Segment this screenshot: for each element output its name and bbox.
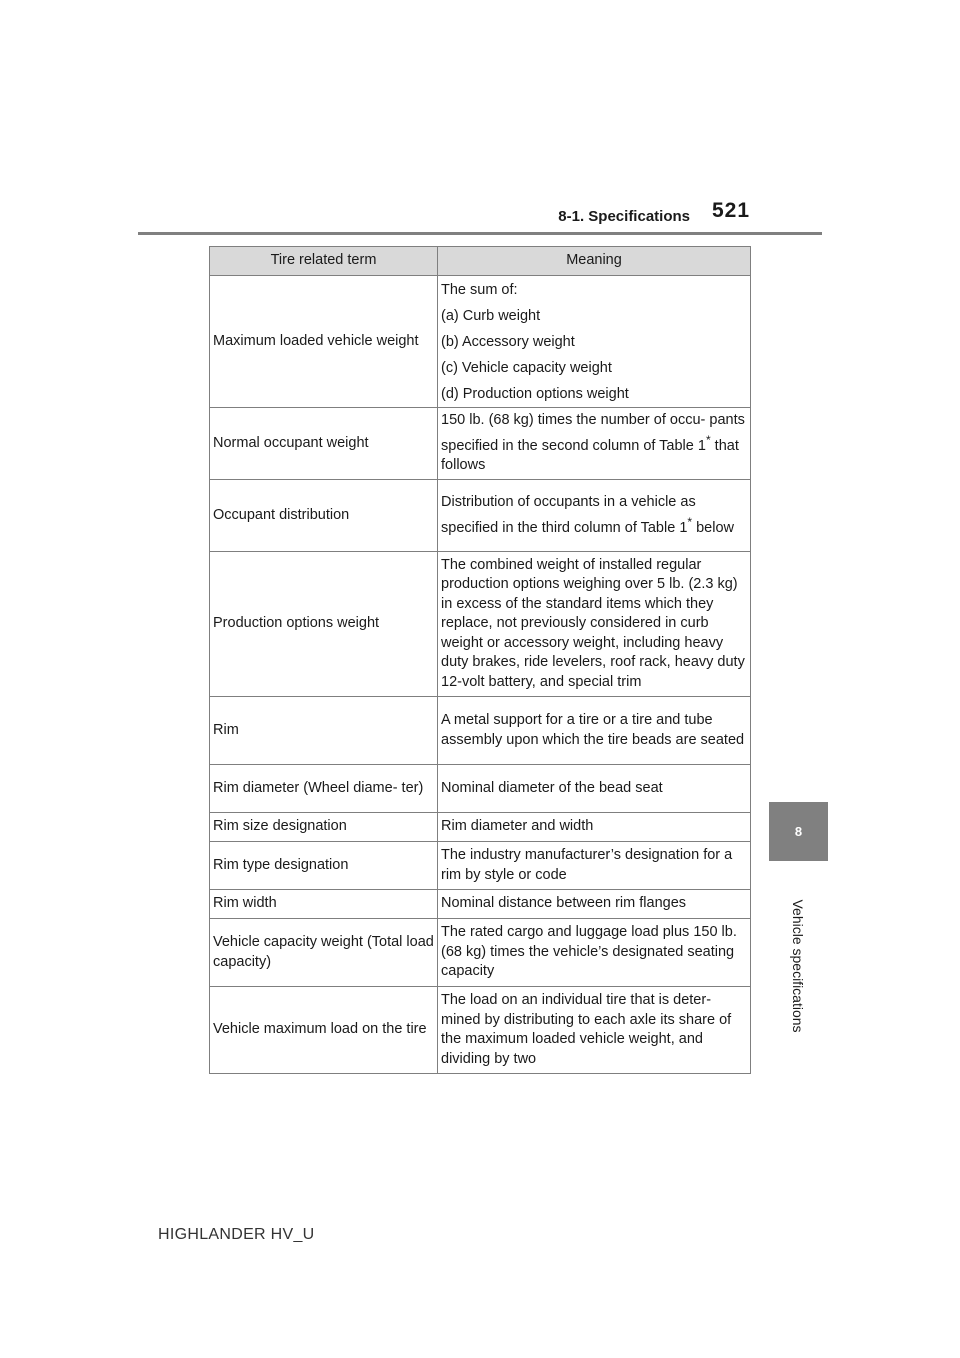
meaning-cell: The combined weight of installed regular production options weighing over 5 lb. (2.3 kg) in excess of the standard items which they replace, not previously considered in curb weight or accessory weight, including heavy duty brakes, ride levelers, roof rack, heavy duty 12-volt battery, and special trim	[438, 552, 751, 697]
chapter-tab[interactable]	[769, 802, 828, 861]
meaning-list-item: (b) Accessory weight	[441, 333, 575, 350]
meaning-cell	[438, 480, 751, 552]
meaning-cell	[438, 276, 751, 408]
term-cell: Rim width	[210, 890, 438, 919]
column-header-meaning: Meaning	[438, 247, 751, 276]
table-row	[210, 552, 751, 697]
term-cell: Rim diameter (Wheel diame- ter)	[210, 765, 438, 813]
meaning-text: below	[692, 519, 735, 536]
meaning-list-item: (c) Vehicle capacity weight	[441, 359, 612, 376]
meaning-text: 150 lb. (68 kg) times the number of occu- pants specified in the second column of Table 1	[441, 412, 745, 454]
term-cell: Occupant distribution	[210, 480, 438, 552]
meaning-cell: A metal support for a tire or a tire and tube assembly upon which the tire beads are seated	[438, 697, 751, 765]
table-row	[210, 813, 751, 842]
column-header-term: Tire related term	[210, 247, 438, 276]
header-rule	[138, 232, 822, 235]
section-heading: 8-1. Specifications	[558, 208, 690, 225]
term-cell: Rim	[210, 697, 438, 765]
meaning-list-item: (d) Production options weight	[441, 385, 629, 402]
footnote-mark: *	[687, 514, 693, 529]
meaning-cell: Rim diameter and width	[438, 813, 751, 842]
meaning-cell: The load on an individual tire that is deter- mined by distributing to each axle its share of the maximum loaded vehicle weight, and dividing by two	[438, 987, 751, 1074]
footer-model-name: HIGHLANDER HV_U	[158, 1226, 315, 1243]
table-header-row	[210, 247, 751, 276]
table-row	[210, 987, 751, 1074]
page-number: 521	[712, 199, 751, 222]
footnote-mark: *	[705, 432, 711, 447]
meaning-cell: The industry manufacturer’s designation for a rim by style or code	[438, 842, 751, 890]
meaning-text: Distribution of occupants in a vehicle as specified in the third column of Table 1	[441, 494, 696, 536]
chapter-number: 8	[794, 824, 803, 839]
meaning-text: that follows	[441, 437, 739, 474]
table-row	[210, 842, 751, 890]
term-cell: Normal occupant weight	[210, 408, 438, 480]
chapter-title: Vehicle specifications	[790, 899, 806, 1033]
term-cell: Maximum loaded vehicle weight	[210, 276, 438, 408]
table-row	[210, 890, 751, 919]
table-row	[210, 276, 751, 408]
table-row	[210, 480, 751, 552]
term-cell: Production options weight	[210, 552, 438, 697]
table-row	[210, 408, 751, 480]
table-row	[210, 919, 751, 987]
table-row	[210, 697, 751, 765]
meaning-cell: Nominal diameter of the bead seat	[438, 765, 751, 813]
meaning-cell: Nominal distance between rim flanges	[438, 890, 751, 919]
meaning-cell	[438, 408, 751, 480]
term-cell: Rim size designation	[210, 813, 438, 842]
meaning-list-item: (a) Curb weight	[441, 307, 541, 324]
term-cell: Vehicle maximum load on the tire	[210, 987, 438, 1074]
meaning-cell: The rated cargo and luggage load plus 150 lb. (68 kg) times the vehicle’s designated seating capacity	[438, 919, 751, 987]
term-cell: Vehicle capacity weight (Total load capacity)	[210, 919, 438, 987]
table-row	[210, 765, 751, 813]
meaning-intro: The sum of:	[441, 281, 518, 298]
tire-terms-table	[209, 246, 751, 1074]
term-cell: Rim type designation	[210, 842, 438, 890]
